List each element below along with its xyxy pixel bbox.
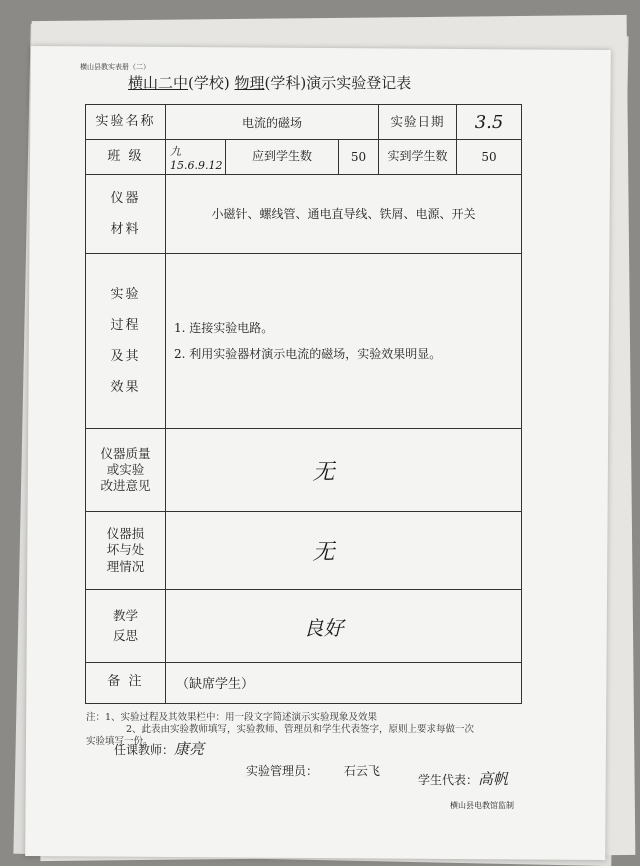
quality-label-line: 仪器质量 — [100, 445, 151, 461]
experiment-date-label: 实验日期 — [379, 105, 457, 140]
experiment-name-label: 实验名称 — [86, 105, 166, 140]
teacher-value: 康亮 — [174, 740, 205, 758]
expected-students-value: 50 — [339, 140, 379, 175]
process-step: 2. 利用实验器材演示电流的磁场，实验效果明显。 — [174, 346, 442, 361]
damage-label-line: 坏与处 — [106, 542, 145, 558]
subject-suffix: (学科) — [264, 74, 307, 92]
footnote-line: 注：1、实验过程及其效果栏中：用一段文字简述演示实验现象及效果 — [86, 712, 378, 723]
experiment-date-value: 3.5 — [457, 105, 522, 140]
experiment-name-value: 电流的磁场 — [166, 105, 379, 140]
form-title — [128, 72, 411, 93]
student-value: 高帆 — [478, 770, 509, 788]
expected-students-label: 应到学生数 — [226, 140, 339, 175]
manager-signature — [246, 762, 380, 779]
school-suffix: (学校) — [188, 74, 230, 92]
manager-value: 石云飞 — [343, 764, 380, 778]
actual-students-value: 50 — [457, 140, 522, 175]
quality-value: 无 — [166, 429, 522, 512]
damage-label-line: 理情况 — [106, 558, 145, 574]
reflection-label-line: 教学 — [112, 608, 138, 623]
quality-label — [86, 429, 166, 512]
school-name: 横山二中 — [128, 74, 189, 92]
maker-label: 横山县电教馆监制 — [450, 801, 514, 810]
materials-label-line: 材料 — [110, 221, 141, 237]
class-label: 班 级 — [86, 140, 166, 175]
materials-label — [86, 175, 166, 253]
materials-value: 小磁针、螺线管、通电直导线、铁屑、电源、开关 — [166, 175, 522, 253]
damage-label — [86, 511, 166, 589]
teacher-label: 任课教师： — [114, 743, 175, 757]
quality-label-line: 改进意见 — [100, 478, 151, 494]
damage-value: 无 — [166, 511, 522, 589]
process-label-line: 及其 — [110, 348, 141, 364]
teacher-signature — [114, 738, 204, 759]
damage-label-line: 仪器损 — [106, 526, 145, 542]
form-title-text: 演示实验登记表 — [306, 74, 412, 92]
subject-name: 物理 — [234, 74, 265, 92]
quality-label-line: 或实验 — [106, 461, 145, 477]
process-label-line: 实验 — [110, 286, 141, 302]
reflection-value: 良好 — [166, 590, 522, 662]
reflection-label — [86, 590, 166, 662]
process-step: 1. 连接实验电路。 — [174, 320, 274, 335]
reflection-label-line: 反思 — [112, 628, 138, 643]
process-label-line: 过程 — [110, 317, 141, 333]
process-value — [166, 253, 522, 429]
process-label-line: 效果 — [110, 380, 141, 396]
series-label: 横山县教实表册（二） — [80, 63, 150, 71]
remarks-value: （缺席学生） — [166, 662, 522, 703]
student-signature — [418, 768, 508, 789]
footnote-line: 2、此表由实验教师填写，实验教师、管理员和学生代表签字，原则上要求每做一次 — [126, 723, 475, 735]
experiment-register-table — [85, 104, 522, 704]
actual-students-label: 实到学生数 — [379, 140, 457, 175]
footnote-line: 实验填写一份。 — [86, 735, 153, 747]
materials-label-line: 仪器 — [110, 190, 141, 206]
remarks-label: 备 注 — [86, 662, 166, 703]
manager-label: 实验管理员： — [246, 764, 319, 778]
class-value: 九15.6.9.12 — [166, 140, 226, 175]
student-label: 学生代表： — [418, 773, 479, 787]
process-label — [86, 253, 166, 429]
